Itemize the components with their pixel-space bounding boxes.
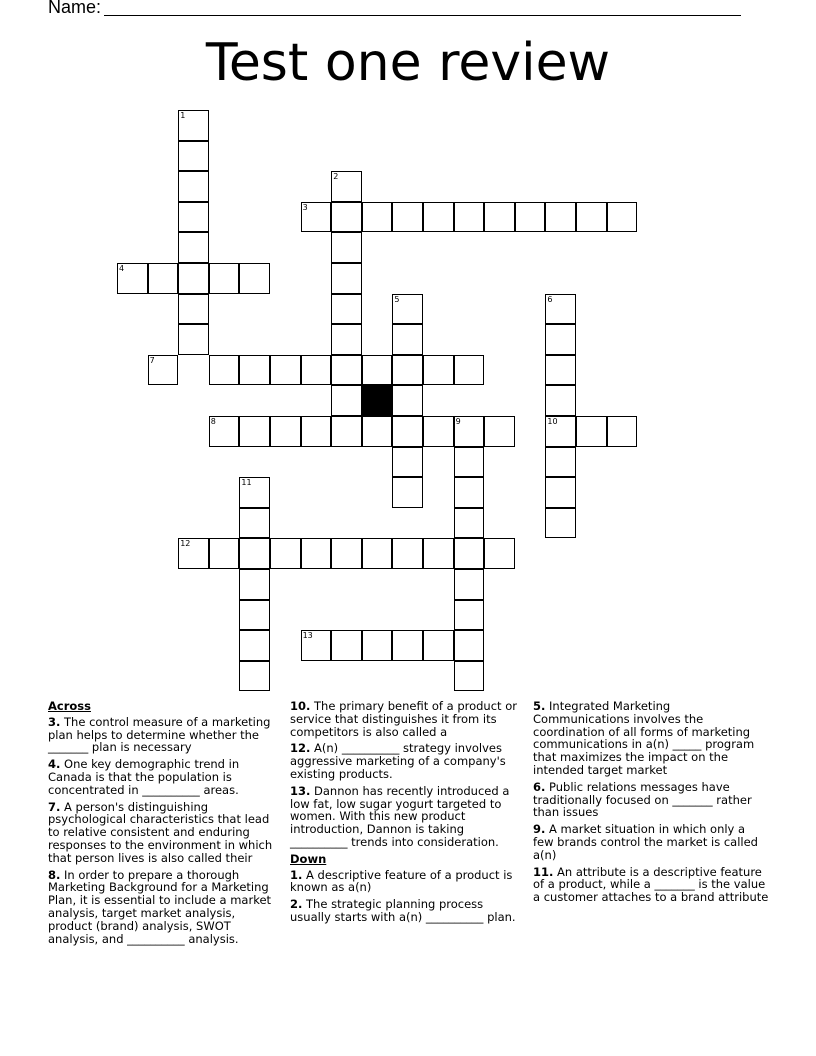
grid-cell[interactable] [331, 385, 362, 416]
grid-cell[interactable] [331, 294, 362, 325]
clues-column-1 [48, 700, 280, 949]
grid-cell[interactable] [545, 294, 576, 325]
page-title: Test one review [205, 33, 611, 93]
clues-column-2 [290, 700, 520, 928]
clue-item [533, 700, 769, 777]
clue-item [48, 758, 280, 796]
grid-cell[interactable] [362, 416, 393, 447]
clue-number-label: 5. [533, 699, 546, 713]
grid-cell[interactable] [392, 385, 423, 416]
clue-text: The control measure of a marketing plan helps to determine whether the _______ plan is necessary [48, 714, 271, 755]
grid-cell[interactable] [484, 416, 515, 447]
clue-item [290, 898, 520, 924]
clue-number: 3 [302, 202, 308, 212]
grid-cell[interactable] [392, 630, 423, 661]
clue-number: 12 [180, 539, 191, 549]
clue-item [48, 801, 280, 865]
grid-cell[interactable] [239, 508, 270, 539]
down-clue-list-continued [533, 700, 769, 904]
grid-cell[interactable] [484, 202, 515, 233]
grid-cell[interactable] [178, 294, 209, 325]
clue-item [290, 700, 520, 738]
grid-cell[interactable] [331, 416, 362, 447]
clue-text: Integrated Marketing Communications involves the coordination of all forms of marketing communications in a(n) _____ program that maximizes the impact on the intended target market [533, 699, 755, 777]
clue-number: 13 [302, 631, 313, 641]
grid-cell[interactable] [454, 477, 485, 508]
grid-cell[interactable] [178, 110, 209, 141]
grid-cell[interactable] [178, 538, 209, 569]
grid-cell[interactable] [607, 416, 638, 447]
grid-cell[interactable] [454, 202, 485, 233]
clues-column-3 [533, 700, 769, 908]
grid-cell[interactable] [392, 355, 423, 386]
clue-text: An attribute is a descriptive feature of a product, while a _______ is the value a customer attaches to a brand attribute [533, 864, 769, 905]
grid-cell[interactable] [545, 355, 576, 386]
clue-number-label: 10. [290, 699, 311, 713]
clue-text: One key demographic trend in Canada is that the population is concentrated in __________ areas. [48, 757, 240, 797]
clue-item [48, 716, 280, 754]
grid-cell[interactable] [454, 447, 485, 478]
clue-text: A descriptive feature of a product is known as a(n) [290, 867, 513, 895]
clue-number-label: 13. [290, 783, 311, 798]
clue-text: A market situation in which only a few brands control the market is called a(n) [533, 822, 758, 862]
clue-item [290, 869, 520, 895]
grid-cell[interactable] [392, 202, 423, 233]
grid-cell[interactable] [454, 630, 485, 661]
clue-item [290, 742, 520, 780]
clue-number-label: 9. [533, 822, 546, 837]
clue-item [290, 785, 520, 849]
clue-number-label: 8. [48, 867, 61, 882]
clue-item [533, 866, 769, 904]
grid-cell[interactable] [545, 324, 576, 355]
clue-number: 10 [547, 417, 558, 426]
grid-block [362, 385, 393, 416]
clue-number-label: 1. [290, 867, 303, 882]
grid-cell[interactable] [331, 263, 362, 294]
grid-cell[interactable] [515, 202, 546, 233]
clue-text: The strategic planning process usually starts with a(n) __________ plan. [290, 897, 516, 924]
grid-cell[interactable] [545, 447, 576, 478]
clue-item [533, 781, 769, 819]
grid-cell[interactable] [178, 324, 209, 355]
grid-cell[interactable] [423, 416, 454, 447]
clue-number: 8 [210, 417, 216, 426]
grid-cell[interactable] [545, 385, 576, 416]
clue-number: 2 [333, 172, 339, 182]
grid-cell[interactable] [454, 416, 485, 447]
grid-cell[interactable] [239, 477, 270, 508]
grid-cell[interactable] [331, 324, 362, 355]
grid-cell[interactable] [576, 416, 607, 447]
clue-item [48, 869, 280, 946]
grid-cell[interactable] [148, 355, 179, 386]
clue-text: A(n) __________ strategy involves aggressive marketing of a company's existing products. [290, 741, 506, 781]
grid-cell[interactable] [423, 538, 454, 569]
grid-cell[interactable] [545, 416, 576, 447]
grid-cell[interactable] [454, 508, 485, 539]
clue-number: 4 [119, 264, 125, 273]
grid-cell[interactable] [209, 355, 240, 386]
grid-cell[interactable] [362, 538, 393, 569]
grid-cell[interactable] [392, 477, 423, 508]
grid-cell[interactable] [209, 416, 240, 447]
grid-cell[interactable] [270, 538, 301, 569]
grid-cell[interactable] [423, 630, 454, 661]
clue-text: The primary benefit of a product or service that distinguishes it from its competitors is also called a [290, 699, 517, 739]
grid-cell[interactable] [454, 355, 485, 386]
down-clue-list [290, 869, 520, 924]
clue-number: 6 [547, 294, 553, 304]
grid-cell[interactable] [392, 324, 423, 355]
grid-cell[interactable] [392, 294, 423, 325]
across-clue-list [48, 716, 280, 946]
grid-cell[interactable] [301, 416, 332, 447]
grid-cell[interactable] [454, 600, 485, 631]
clue-text: Dannon has recently introduced a low fat, low sugar yogurt targeted to women. With this new product introduction, Dannon is taking __________ trends into consideration. [290, 783, 510, 849]
grid-cell[interactable] [392, 416, 423, 447]
grid-cell[interactable] [239, 661, 270, 692]
grid-cell[interactable] [178, 202, 209, 233]
grid-cell[interactable] [270, 355, 301, 386]
grid-cell[interactable] [331, 171, 362, 202]
clue-number: 1 [180, 111, 186, 120]
grid-cell[interactable] [239, 416, 270, 447]
grid-cell[interactable] [301, 630, 332, 661]
clue-number-label: 12. [290, 741, 311, 756]
clue-text: In order to prepare a thorough Marketing Background for a Marketing Plan, it is essential to include a market analysis, target market analysis, product (brand) analysis, SWOT analysis, and __________ analysis. [48, 867, 272, 946]
grid-cell[interactable] [239, 263, 270, 294]
grid-cell[interactable] [239, 600, 270, 631]
grid-cell[interactable] [178, 232, 209, 263]
grid-cell[interactable] [239, 630, 270, 661]
grid-cell[interactable] [454, 569, 485, 600]
grid-cell[interactable] [331, 202, 362, 233]
grid-cell[interactable] [209, 538, 240, 569]
clue-number-label: 4. [48, 757, 61, 772]
grid-cell[interactable] [454, 661, 485, 692]
grid-cell[interactable] [392, 538, 423, 569]
grid-cell[interactable] [576, 202, 607, 233]
grid-cell[interactable] [270, 416, 301, 447]
grid-cell[interactable] [331, 355, 362, 386]
grid-cell[interactable] [331, 232, 362, 263]
grid-cell[interactable] [331, 630, 362, 661]
grid-cell[interactable] [545, 477, 576, 508]
across-heading: Across [48, 699, 91, 713]
grid-cell[interactable] [423, 202, 454, 233]
clue-number: 11 [241, 478, 252, 488]
grid-cell[interactable] [301, 202, 332, 233]
grid-cell[interactable] [117, 263, 148, 294]
name-field-label: Name: [48, 0, 102, 17]
clue-number-label: 2. [290, 897, 303, 912]
grid-cell[interactable] [545, 508, 576, 539]
grid-cell[interactable] [239, 355, 270, 386]
grid-cell[interactable] [362, 355, 393, 386]
across-clue-list-continued [290, 700, 520, 849]
clue-text: A person's distinguishing psychological characteristics that lead to relative consistent and enduring responses to the environment in which that person lives is also called their [48, 799, 273, 865]
grid-cell[interactable] [454, 538, 485, 569]
down-heading: Down [290, 851, 327, 866]
grid-cell[interactable] [484, 538, 515, 569]
grid-cell[interactable] [239, 569, 270, 600]
grid-cell[interactable] [301, 355, 332, 386]
grid-cell[interactable] [607, 202, 638, 233]
clue-number-label: 11. [533, 864, 554, 879]
grid-cell[interactable] [178, 263, 209, 294]
clue-number: 9 [455, 417, 461, 426]
grid-cell[interactable] [331, 538, 362, 569]
clue-number-label: 7. [48, 799, 61, 814]
grid-cell[interactable] [239, 538, 270, 569]
clue-number-label: 6. [533, 779, 546, 794]
clue-number: 7 [149, 355, 155, 365]
grid-cell[interactable] [301, 538, 332, 569]
grid-cell[interactable] [362, 630, 393, 661]
grid-cell[interactable] [209, 263, 240, 294]
grid-cell[interactable] [392, 447, 423, 478]
clue-text: Public relations messages have traditionally focused on _______ rather than issues [533, 779, 752, 820]
grid-cell[interactable] [545, 202, 576, 233]
grid-cell[interactable] [423, 355, 454, 386]
grid-cell[interactable] [362, 202, 393, 233]
grid-cell[interactable] [178, 141, 209, 172]
clue-number-label: 3. [48, 714, 61, 729]
grid-cell[interactable] [178, 171, 209, 202]
grid-cell[interactable] [148, 263, 179, 294]
clue-item [533, 823, 769, 861]
clue-number: 5 [394, 294, 400, 304]
